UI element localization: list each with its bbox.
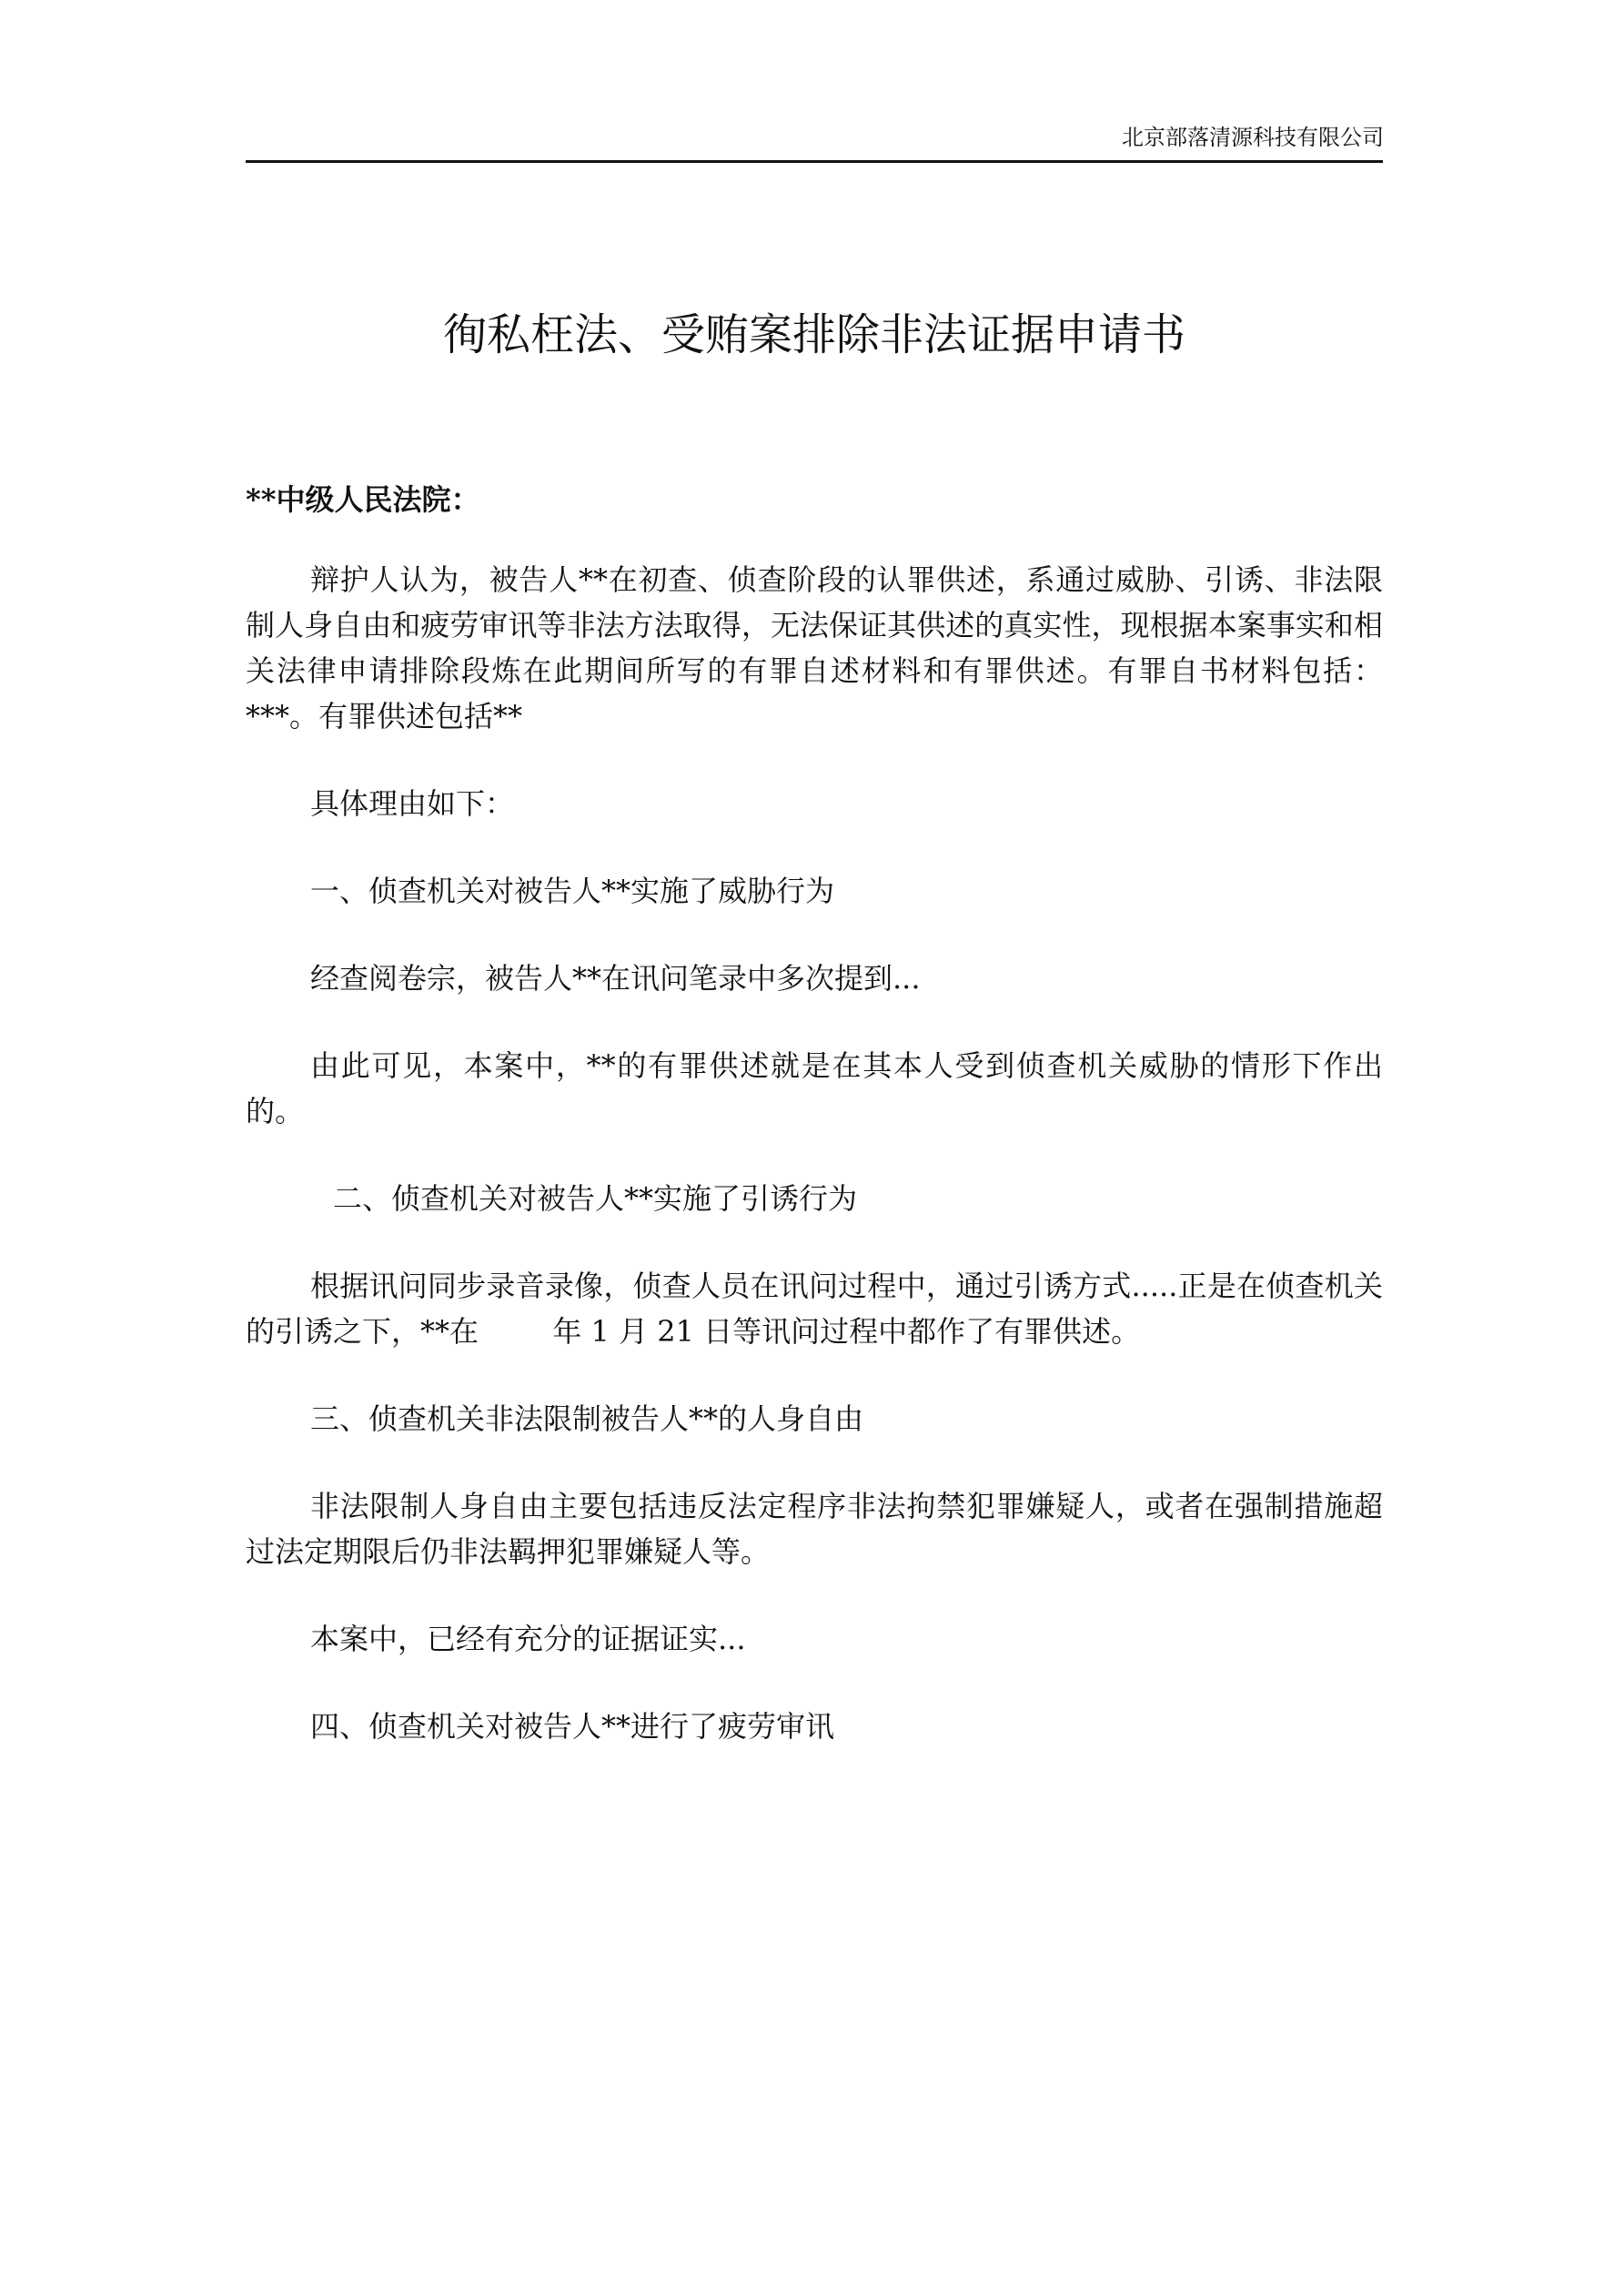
section-heading-2: 二、侦查机关对被告人**实施了引诱行为 [333,1181,858,1216]
paragraph-section-3-b: 本案中，已经有充分的证据证实... [310,1622,746,1656]
header-divider [246,160,1383,163]
paragraph-intro: 辩护人认为，被告人**在初查、侦查阶段的认罪供述，系通过威胁、引诱、非法限制人身自由和疲劳审讯等非法方法取得，无法保证其供述的真实性，现根据本案事实和相关法律申请排除段炼在此期间所写的有罪自述材料和有罪供述。有罪自书材料包括：***。有罪供述包括** [246,562,1383,733]
addressee: **中级人民法院： [246,482,480,517]
paragraph-reasons-lead: 具体理由如下： [310,786,515,821]
paragraph-section-1-b: 由此可见，本案中，**的有罪供述就是在其本人受到侦查机关威胁的情形下作出的。 [246,1048,1383,1128]
document-title: 徇私枉法、受贿案排除非法证据申请书 [442,309,1185,360]
section-heading-1: 一、侦查机关对被告人**实施了威胁行为 [310,874,835,908]
section-heading-3: 三、侦查机关非法限制被告人**的人身自由 [310,1401,864,1436]
document-body [246,477,1383,1791]
paragraph-section-3-a: 非法限制人身自由主要包括违反法定程序非法拘禁犯罪嫌疑人，或者在强制措施超过法定期限后仍非法羁押犯罪嫌疑人等。 [246,1489,1383,1569]
section-heading-4: 四、侦查机关对被告人**进行了疲劳审讯 [310,1709,835,1744]
paragraph-section-2: 根据讯问同步录音录像，侦查人员在讯问过程中，通过引诱方式.....正是在侦查机关的引诱之下，**在 年 1 月 21 日等讯问过程中都作了有罪供述。 [246,1269,1383,1349]
paragraph-section-1-a: 经查阅卷宗，被告人**在讯问笔录中多次提到... [310,961,921,996]
header-company-name: 北京部落清源科技有限公司 [1122,125,1384,150]
